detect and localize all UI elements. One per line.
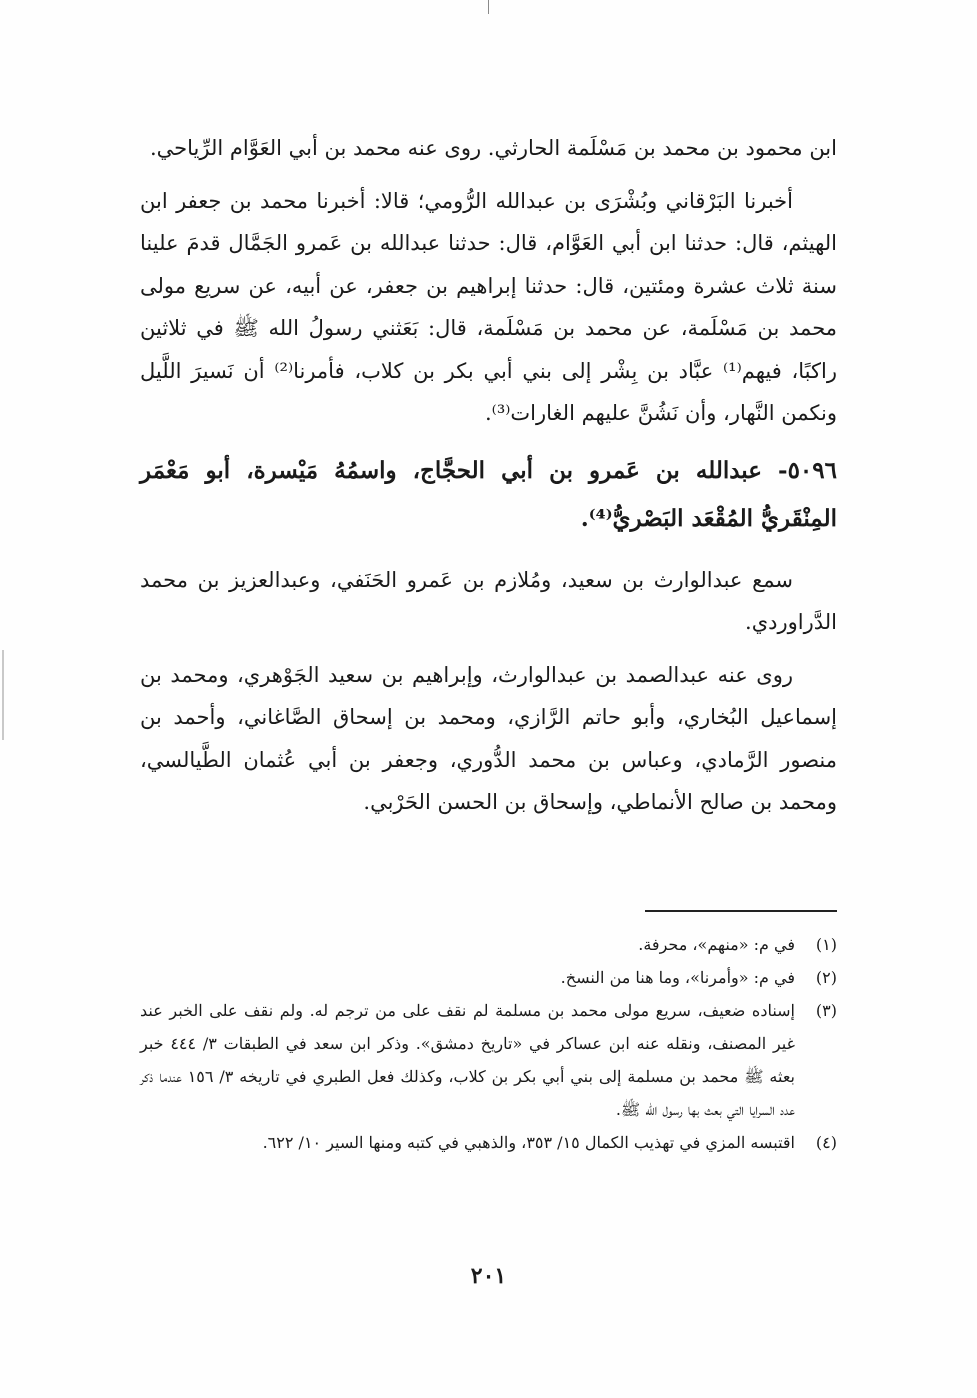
scan-edge-mark (2, 650, 4, 740)
footnote-number: (١) (815, 935, 837, 954)
paragraph-narration: أخبرنا البَرْقاني وبُشْرَى بن عبدالله الرُّومي؛ قالا: أخبرنا محمد بن جعفر ابن الهيثم، قال: حدثنا ابن أبي العَوَّام، قال: حدثنا عبدالله بن عَمرو الجَمَّال قدمَ علينا سنة ثلاث عشرة ومئتين، قال: حدثنا إبراهيم بن جعفر، عن أبيه، عن سريع مولى محمد بن مَسْلَمة، عن محمد بن مَسْلَمة، قال: بَعَثني رسولُ الله ﷺ في ثلاثين راكبًا، فيهم⁽¹⁾ عبَّاد بن بِشْر إلى بني أبي بكر بن كلاب، فأمرنا⁽²⁾ أن نَسيرَ اللَّيل ونكمن النَّهار، وأن نَشُنَّ عليهم الغارات⁽³⁾. (140, 188, 837, 425)
main-text (140, 127, 837, 824)
footnote (140, 994, 837, 1126)
footnote-text: في م: «وأمرنا»، وما هنا من النسخ. (560, 968, 795, 987)
footnote-number: (٢) (815, 968, 837, 987)
footnote-text: اقتبسه المزي في تهذيب الكمال ١٥/ ٣٥٣، والذهبي في كتبه ومنها السير ١٠/ ٦٢٢. (262, 1133, 795, 1152)
footnote (140, 1126, 837, 1159)
paragraph-students: روى عنه عبدالصمد بن عبدالوارث، وإبراهيم بن سعيد الجَوْهري، ومحمد بن إسماعيل البُخاري، وأبو حاتم الرَّازي، ومحمد بن إسحاق الصَّاغاني، وأحمد بن منصور الرَّمادي، وعباس بن محمد الدُّوري، وجعفر بن أبي عُثمان الطَّيالسي، ومحمد بن صالح الأنماطي، وإسحاق بن الحسن الحَرْبي. (140, 662, 837, 814)
footnote (140, 961, 837, 994)
footnote-text: إسناده ضعيف، سريع مولى محمد بن مسلمة لم نقف على من ترجم له. ولم نقف على الخبر عند غير المصنف، ونقله عنه ابن عساكر في «تاريخ دمشق». وذكر ابن سعد في الطبقات ٣/ ٤٤٤ خبر بعثه ﷺ محمد بن مسلمة إلى بني أبي بكر بن كلاب، وكذلك فعل الطبري في تاريخه ٣/ ١٥٦ عندما ذكر عدد السرايا التي بعث بها رسول الله ﷺ. (140, 1001, 796, 1119)
footnote-text: في م: «منهم»، محرفة. (638, 935, 795, 954)
footnote-divider (645, 910, 837, 912)
page-number: ٢٠١ (470, 1263, 507, 1289)
footnote (140, 928, 837, 961)
footnotes (140, 928, 837, 1159)
footnote-number: (٣) (815, 1001, 837, 1020)
footnote-number: (٤) (815, 1133, 837, 1152)
top-crop-mark (488, 0, 489, 14)
paragraph-teachers: سمع عبدالوارث بن سعيد، ومُلازم بن عَمرو الحَنَفي، وعبدالعزيز بن محمد الدَّراوردي. (140, 567, 837, 634)
entry-heading: ٥٠٩٦- عبدالله بن عَمرو بن أبي الحجَّاج، واسمُهُ مَيْسرة، أبو مَعْمَر المِنْقَريُّ المُقْعَد البَصْريُّ⁽⁴⁾. (140, 456, 837, 532)
paragraph-continuation: ابن محمود بن محمد بن مَسْلَمة الحارثي. روى عنه محمد بن أبي العَوَّام الرِّياحي. (149, 136, 837, 160)
